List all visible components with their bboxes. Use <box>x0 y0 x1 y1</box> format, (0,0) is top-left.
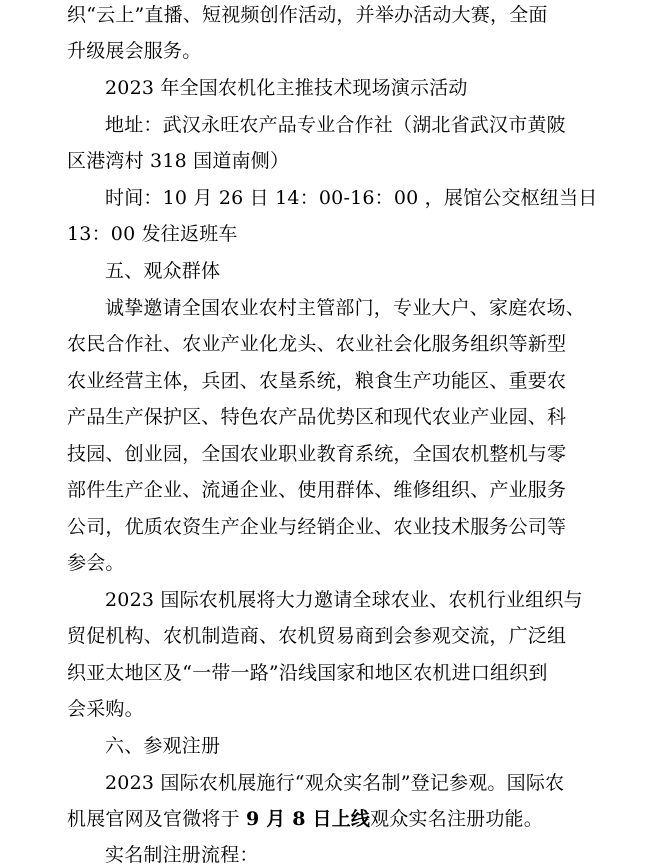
launch-date-bold: 9 月 8 日上线 <box>246 808 371 830</box>
registration-flow-label: 实名制注册流程： <box>105 844 259 866</box>
address-line-1: 地址：武汉永旺农产品专业合作社（湖北省武汉市黄陂 <box>105 114 566 136</box>
section-6-p1-line-2 <box>67 807 543 831</box>
intro-line-1: 织“云上”直播、短视频创作活动，并举办活动大赛，全面 <box>67 4 548 26</box>
section-5-p1-line-3: 农业经营主体，兵团、农垦系统，粮食生产功能区、重要农 <box>67 370 567 392</box>
section-5-p1-line-8: 参会。 <box>67 552 125 574</box>
address-line-2: 区港湾村 318 国道南侧） <box>67 150 290 172</box>
intro-line-2: 升级展会服务。 <box>67 40 202 62</box>
time-line-1: 时间：10 月 26 日 14：00-16：00 ，展馆公交枢纽当日 <box>105 187 598 209</box>
section-5-heading: 五、观众群体 <box>105 260 221 282</box>
section-5-p1-line-5: 技园、创业园，全国农业职业教育系统，全国农机整机与零 <box>67 443 567 465</box>
time-line-2: 13：00 发往返班车 <box>67 223 238 245</box>
event-title: 2023 年全国农机化主推技术现场演示活动 <box>105 77 468 99</box>
registration-text-pre: 机展官网及官微将于 <box>67 808 247 830</box>
section-6-p1-line-1: 2023 国际农机展施行“观众实名制”登记参观。国际农 <box>105 772 565 794</box>
section-5-p2-line-3: 织亚太地区及“一带一路”沿线国家和地区农机进口组织到 <box>67 662 548 684</box>
section-5-p1-line-4: 产品生产保护区、特色农产品优势区和现代农业产业园、科 <box>67 406 567 428</box>
section-6-heading: 六、参观注册 <box>105 735 221 757</box>
section-5-p1-line-2: 农民合作社、农业产业化龙头、农业社会化服务组织等新型 <box>67 333 567 355</box>
section-5-p1-line-1: 诚挚邀请全国农业农村主管部门，专业大户、家庭农场、 <box>105 297 586 319</box>
registration-text-post: 观众实名注册功能。 <box>370 808 543 830</box>
section-5-p1-line-6: 部件生产企业、流通企业、使用群体、维修组织、产业服务 <box>67 479 567 501</box>
section-5-p2-line-1: 2023 国际农机展将大力邀请全球农业、农机行业组织与 <box>105 589 583 611</box>
section-5-p2-line-2: 贸促机构、农机制造商、农机贸易商到会参观交流，广泛组 <box>67 625 567 647</box>
section-5-p2-line-4: 会采购。 <box>67 698 144 720</box>
section-5-p1-line-7: 公司，优质农资生产企业与经销企业、农业技术服务公司等 <box>67 516 567 538</box>
